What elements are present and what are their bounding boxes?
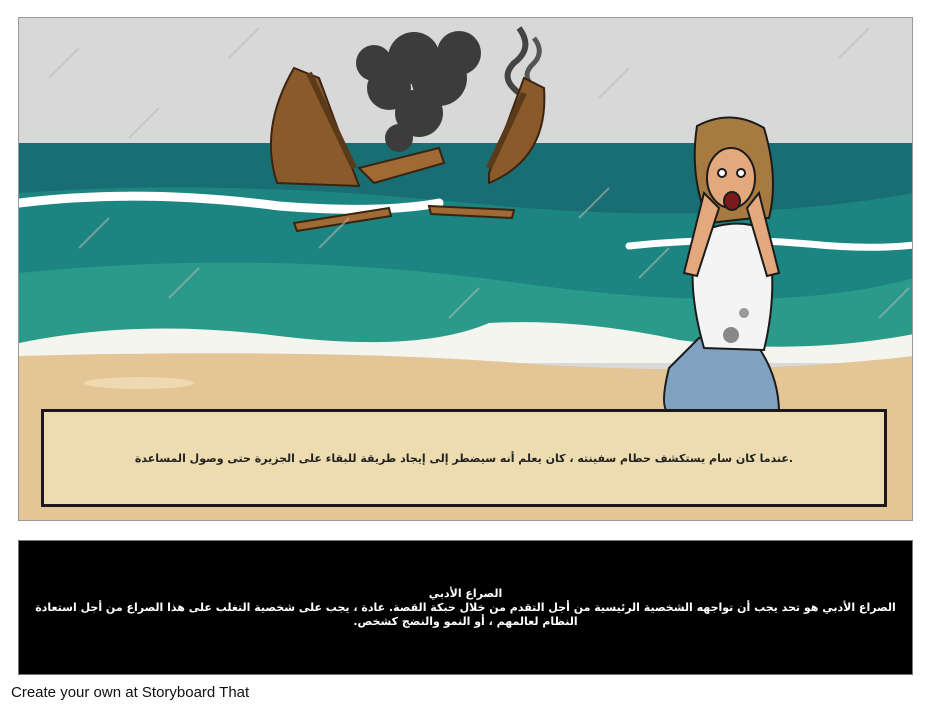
caption-text: .عندما كان سام يستكشف حطام سفينته ، كان يعلم أنه سيضطر إلى إيجاد طريقة للبقاء على الجزيرة حتى وصول المساعدة <box>134 451 794 465</box>
description-title: الصراع الأدبي <box>428 586 503 600</box>
storyboard-that-link[interactable]: Create your own at Storyboard That <box>11 684 250 701</box>
description-box <box>18 540 913 675</box>
storyboard-cell <box>18 17 913 521</box>
description-body: الصراع الأدبي هو تحد يجب أن تواجهه الشخصية الرئيسية من أجل التقدم من خلال حبكة القصة. عادة ، يجب على شخصية التغلب على هذا الصراع من أجل استعادة النظام لعالمهم ، أو النمو والنضج كشخص. <box>35 600 896 628</box>
caption-box <box>41 409 887 507</box>
